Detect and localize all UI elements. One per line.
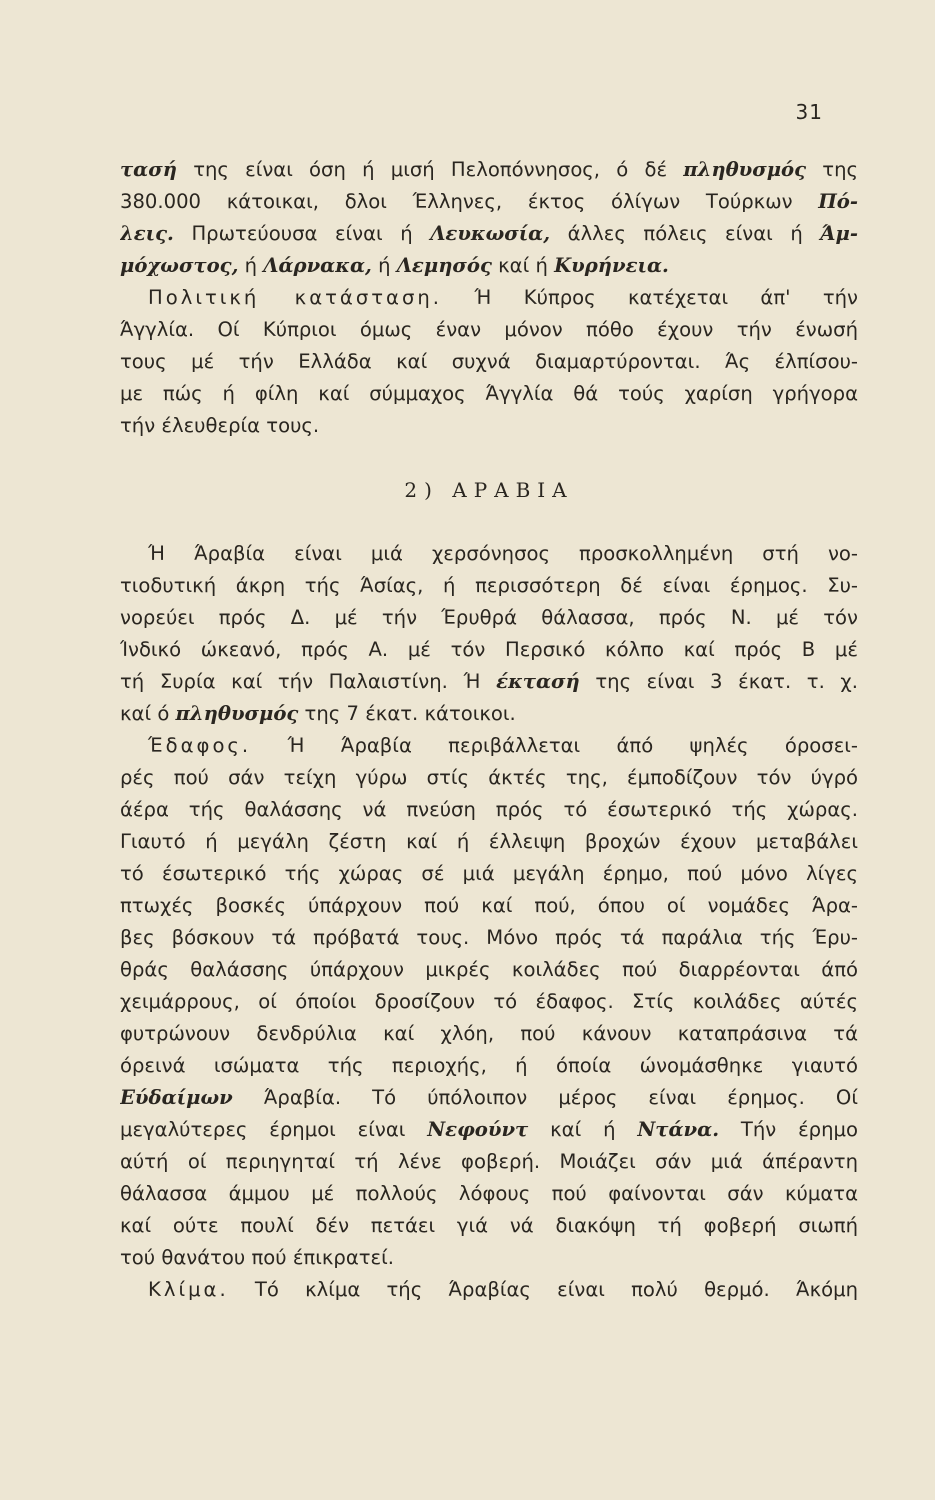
text-line: Ίνδικό ώκεανό, πρός Α. μέ τόν Περσικό κόλπο καί πρός Β μέ xyxy=(120,638,858,661)
text-line: πτωχές βοσκές ύπάρχουν πού καί πού, όπου οί νομάδες Άρα- xyxy=(120,894,858,917)
text-line: μεγαλύτερες έρημοι είναι Νεφούντ καί ή Ντάνα. Τήν έρημο xyxy=(120,1118,858,1141)
text-line: φυτρώνουν δενδρύλια καί χλόη, πού κάνουν καταπράσινα τά xyxy=(120,1022,858,1045)
text-line: 380.000 κάτοικαι, δλοι Έλληνες, έκτος όλίγων Τούρκων Πό- xyxy=(120,190,858,213)
text-line: τιοδυτική άκρη τής Άσίας, ή περισσότερη δέ είναι έρημος. Συ- xyxy=(120,574,858,597)
text-line: λεις. Πρωτεύουσα είναι ή Λευκωσία, άλλες πόλεις είναι ή Άμ- xyxy=(120,222,858,245)
text-line: Ή Άραβία είναι μιά χερσόνησος προσκολλημένη στή νο- xyxy=(148,542,858,565)
text-line: θάλασσα άμμου μέ πολλούς λόφους πού φαίνονται σάν κύματα xyxy=(120,1182,858,1205)
text-line: άέρα τής θαλάσσης νά πνεύση πρός τό έσωτερικό τής χώρας. xyxy=(120,798,858,821)
text-line: μόχωστος, ή Λάρνακα, ή Λεμησός καί ή Κυρήνεια. xyxy=(120,254,669,277)
text-line: τό έσωτερικό τής χώρας σέ μιά μεγάλη έρημο, πού μόνο λίγες xyxy=(120,862,858,885)
text-line: τή Συρία καί τήν Παλαιστίνη. Ή έκτασή της είναι 3 έκατ. τ. χ. xyxy=(120,670,858,693)
text-line: τασή της είναι όση ή μισή Πελοπόννησος, ό δέ πληθυσμός της xyxy=(120,158,858,181)
section-heading-wrap xyxy=(120,442,858,538)
text-line: Κλίμα. Τό κλίμα τής Άραβίας είναι πολύ θερμό. Άκόμη xyxy=(148,1278,858,1301)
text-line: τού θανάτου πού έπικρατεί. xyxy=(120,1246,394,1269)
text-line: νορεύει πρός Δ. μέ τήν Έρυθρά θάλασσα, πρός Ν. μέ τόν xyxy=(120,606,858,629)
text-line: θράς θαλάσσης ύπάρχουν μικρές κοιλάδες πού διαρρέονται άπό xyxy=(120,958,858,981)
text-line: αύτή οί περιηγηταί τή λένε φοβερή. Μοιάζει σάν μιά άπέραντη xyxy=(120,1150,858,1173)
text-line: Πολιτική κατάσταση. Ή Κύπρος κατέχεται άπ' τήν xyxy=(148,286,858,309)
text-line: τήν έλευθερία τους. xyxy=(120,414,320,437)
text-line: Έδαφος. Ή Άραβία περιβάλλεται άπό ψηλές όροσει- xyxy=(148,734,858,757)
text-line: Άγγλία. Οί Κύπριοι όμως έναν μόνον πόθο έχουν τήν ένωσή xyxy=(120,318,858,341)
text-line: Γιαυτό ή μεγάλη ζέστη καί ή έλλειψη βροχών έχουν μεταβάλει xyxy=(120,830,858,853)
text-line: Εύδαίμων Άραβία. Τό ύπόλοιπον μέρος είναι έρημος. Οί xyxy=(120,1086,858,1109)
text-line: καί ό πληθυσμός της 7 έκατ. κάτοικοι. xyxy=(120,702,516,725)
text-line: όρεινά ισώματα τής περιοχής, ή όποία ώνομάσθηκε γιαυτό xyxy=(120,1054,858,1077)
text-line: με πώς ή φίλη καί σύμμαχος Άγγλία θά τούς χαρίση γρήγορα xyxy=(120,382,858,405)
text-line: βες βόσκουν τά πρόβατά τους. Μόνο πρός τά παράλια τής Έρυ- xyxy=(120,926,858,949)
section-heading: 2) ΑΡΑΒΙΑ xyxy=(404,478,574,502)
page-text xyxy=(120,154,858,1306)
text-line: καί ούτε πουλί δέν πετάει γιά νά διακόψη τή φοβερή σιωπή xyxy=(120,1214,858,1237)
text-line: ρές πού σάν τείχη γύρω στίς άκτές της, έμποδίζουν τόν ύγρό xyxy=(120,766,858,789)
text-line: χειμάρρους, οί όποίοι δροσίζουν τό έδαφος. Στίς κοιλάδες αύτές xyxy=(120,990,858,1013)
text-line: τους μέ τήν Ελλάδα καί συχνά διαμαρτύρονται. Άς έλπίσου- xyxy=(120,350,858,373)
page-number: 31 xyxy=(795,100,823,124)
